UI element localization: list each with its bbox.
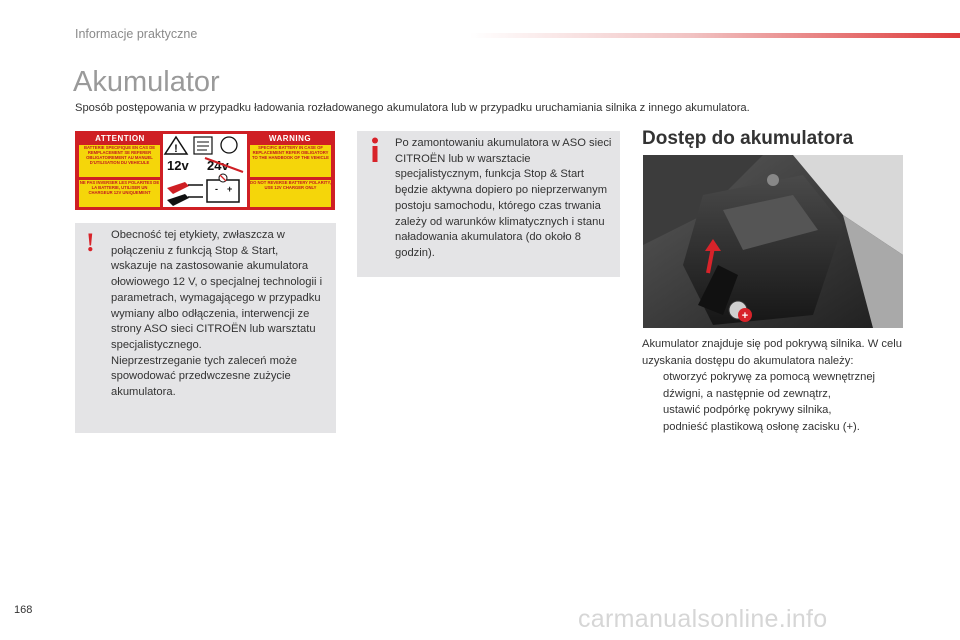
battery-pictogram-icon [163,134,247,207]
exclamation-icon: ! [86,228,95,257]
list-item [642,419,912,436]
watermark: carmanualsonline.info [578,605,828,633]
header-section-title: Informacje praktyczne [75,27,198,41]
voltage-24v-label: 24v [207,158,229,173]
list-item [642,402,912,419]
step-text: otworzyć pokrywę za pomocą wewnętrznej dźwigni, a następnie od zewnątrz, [663,371,876,400]
step-text: podnieść plastikową osłonę zacisku (+). [663,420,860,433]
label-right-bottom-text: DO NOT REVERSE BATTERY POLARITY, USE 12V CHARGER ONLY [250,180,331,207]
svg-text:-: - [215,184,218,194]
label-attention-heading: ATTENTION [95,134,145,143]
label-right-top-text: SPECIFIC BATTERY IN CASE OF REPLACEMENT REFER OBLIGATORY TO THE HANDBOOK OF THE VEHICLE [250,145,331,177]
warning-notice-box [75,223,336,433]
access-steps-list [642,369,912,435]
access-intro: Akumulator znajduje się pod pokrywą silnika. W celu uzyskania dostępu do akumulatora należy: [642,338,902,367]
info-notice-text: Po zamontowaniu akumulatora w ASO sieci CITROËN lub w warsztacie specjalistycznym, funkcja Stop & Start będzie aktywna dopiero po nieprzerwanym postoju samochodu, którego czas trwania zależy od warunków klimatycznych i stanu naładowania akumulatora (do około 8 godzin). [395,137,612,259]
voltage-12v-label: 12v [167,158,189,173]
label-left-bottom-text: NE PAS INVERSER LES POLARITES DE LA BATTERIE, UTILISER UN CHARGEUR 12V UNIQUEMENT [79,180,160,207]
warning-notice-text [111,228,326,401]
page-subtitle: Sposób postępowania w przypadku ładowania rozładowanego akumulatora lub w przypadku uruchamiania silnika z innego akumulatora. [75,102,750,114]
step-text: ustawić podpórkę pokrywy silnika, [663,404,832,417]
page-number: 168 [14,604,33,616]
svg-text:+: + [227,184,233,194]
warning-paragraph-1: Obecność tej etykiety, zwłaszcza w połączeniu z funkcją Stop & Start, wskazuje na zastosowanie akumulatora ołowiowego 12 V, o specjalnej technologii i parametrach, wymagającego w przypadku wymiany albo odłączenia, interwencji ze strony ASO sieci CITROËN lub warsztatu specjalistycznego. [111,229,323,351]
label-pictogram-panel [163,134,247,207]
header-accent-bar [470,33,960,38]
label-left-top-text: BATTERIE SPECIFIQUE EN CAS DE REMPLACEMENT SE REFERER OBLIGATOIREMENT AU MANUEL D'UTILISATION DU VEHICULE [79,145,160,177]
battery-warning-label [75,131,335,210]
info-icon [369,137,381,163]
label-warning-heading: WARNING [268,134,312,143]
svg-text:!: ! [174,143,178,155]
engine-bay-photo [643,155,903,328]
access-section-title: Dostęp do akumulatora [642,128,854,149]
engine-bay-illustration [643,155,903,328]
access-instructions [642,336,912,436]
svg-text:+: + [741,310,749,322]
info-notice-box [357,131,620,277]
warning-paragraph-2: Nieprzestrzeganie tych zaleceń może spowodować przedwczesne zużycie akumulatora. [111,354,297,399]
list-item [642,369,912,402]
page-title: Akumulator [73,66,220,98]
